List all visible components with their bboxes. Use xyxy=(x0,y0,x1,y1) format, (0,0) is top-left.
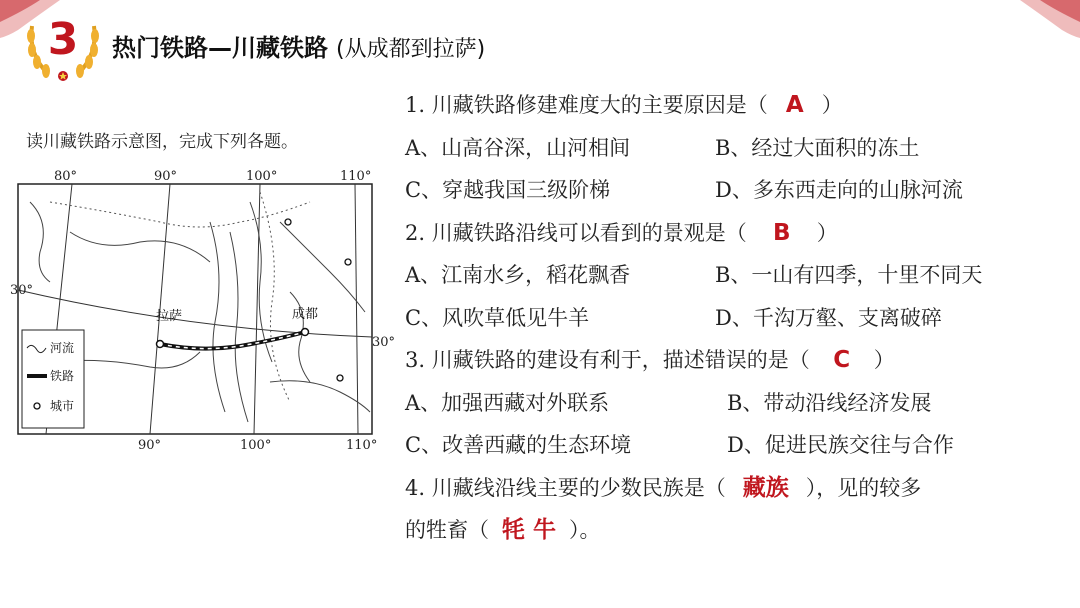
question-list xyxy=(405,84,1075,552)
corner-decoration-right xyxy=(1010,0,1080,40)
question-1-option-a: A、山高谷深，山河相间 xyxy=(405,135,631,160)
question-2-answer: B xyxy=(772,219,791,246)
question-1-options-row-1 xyxy=(405,127,1075,170)
page-subtitle: (从成都到拉萨) xyxy=(336,37,486,62)
question-4-text: 4. 川藏线沿线主要的少数民族是（ xyxy=(405,475,726,500)
page-title-main: 热门铁路—川藏铁路 xyxy=(112,34,328,62)
question-4-answer-2: 牦 牛 xyxy=(501,517,556,543)
question-4-line2-text: 的牲畜（ xyxy=(405,518,489,542)
question-3-stem xyxy=(405,339,1075,382)
city-label-lhasa: 拉萨 xyxy=(156,309,183,324)
question-1-answer: A xyxy=(785,92,804,118)
map-caption: 读川藏铁路示意图，完成下列各题。 xyxy=(26,132,298,152)
question-1-options-row-2 xyxy=(405,169,1075,212)
question-3-option-c: C、改善西藏的生态环境 xyxy=(405,433,632,457)
question-1-option-c: C、穿越我国三级阶梯 xyxy=(405,178,611,202)
legend-railway-label: 铁路 xyxy=(50,369,75,383)
lat-label-right: 30° xyxy=(372,335,396,350)
page-title xyxy=(112,28,485,63)
question-1-stem xyxy=(405,84,1075,127)
question-2-text: 2. 川藏铁路沿线可以看到的景观是（ xyxy=(405,220,747,245)
question-1-text: 1. 川藏铁路修建难度大的主要原因是（ xyxy=(405,93,768,117)
question-1-suffix: ） xyxy=(821,93,843,117)
lon-label-top-110: 110° xyxy=(340,169,372,184)
question-3-answer: C xyxy=(833,347,851,373)
question-3-option-d: D、促进民族交往与合作 xyxy=(727,433,954,457)
lon-label-bottom-100: 100° xyxy=(240,438,272,453)
question-2-option-d: D、千沟万壑、支离破碎 xyxy=(715,305,942,330)
question-3-text: 3. 川藏铁路的建设有利于，描述错误的是（ xyxy=(405,348,810,372)
lon-label-bottom-110: 110° xyxy=(346,438,378,453)
question-2-option-c: C、风吹草低见牛羊 xyxy=(405,305,590,330)
lon-label-top-90: 90° xyxy=(154,169,178,184)
question-4-answer: 藏族 xyxy=(742,474,789,501)
legend-city-label: 城市 xyxy=(50,399,75,413)
question-4-line-2 xyxy=(405,509,1075,552)
lon-label-top-80: 80° xyxy=(54,169,78,184)
question-3-option-b: B、带动沿线经济发展 xyxy=(727,390,932,415)
city-label-chengdu: 成都 xyxy=(292,307,319,322)
question-4-stem xyxy=(405,467,1075,510)
railway-map xyxy=(10,162,396,453)
question-2-options-row-1 xyxy=(405,254,1075,297)
question-3-option-a: A、加强西藏对外联系 xyxy=(405,390,610,415)
question-2-stem xyxy=(405,212,1075,255)
question-3-suffix: ） xyxy=(873,348,895,372)
section-number: 3 xyxy=(47,14,79,65)
question-2-suffix: ） xyxy=(816,220,838,245)
question-2-options-row-2 xyxy=(405,297,1075,340)
question-4-line2-suffix: ）。 xyxy=(569,518,601,542)
lon-label-bottom-90: 90° xyxy=(138,438,162,453)
question-3-options-row-2 xyxy=(405,424,1075,467)
question-1-option-b: B、经过大面积的冻土 xyxy=(715,135,920,160)
question-2-option-b: B、一山有四季，十里不同天 xyxy=(715,263,983,287)
legend-river-label: 河流 xyxy=(50,341,75,355)
question-4-suffix: ），见的较多 xyxy=(805,475,922,500)
lat-label-left: 30° xyxy=(10,283,34,298)
question-2-option-a: A、江南水乡，稻花飘香 xyxy=(405,263,631,287)
lon-label-top-100: 100° xyxy=(246,169,278,184)
map-legend xyxy=(22,330,84,428)
question-3-options-row-1 xyxy=(405,382,1075,425)
question-1-option-d: D、多东西走向的山脉河流 xyxy=(715,178,963,202)
